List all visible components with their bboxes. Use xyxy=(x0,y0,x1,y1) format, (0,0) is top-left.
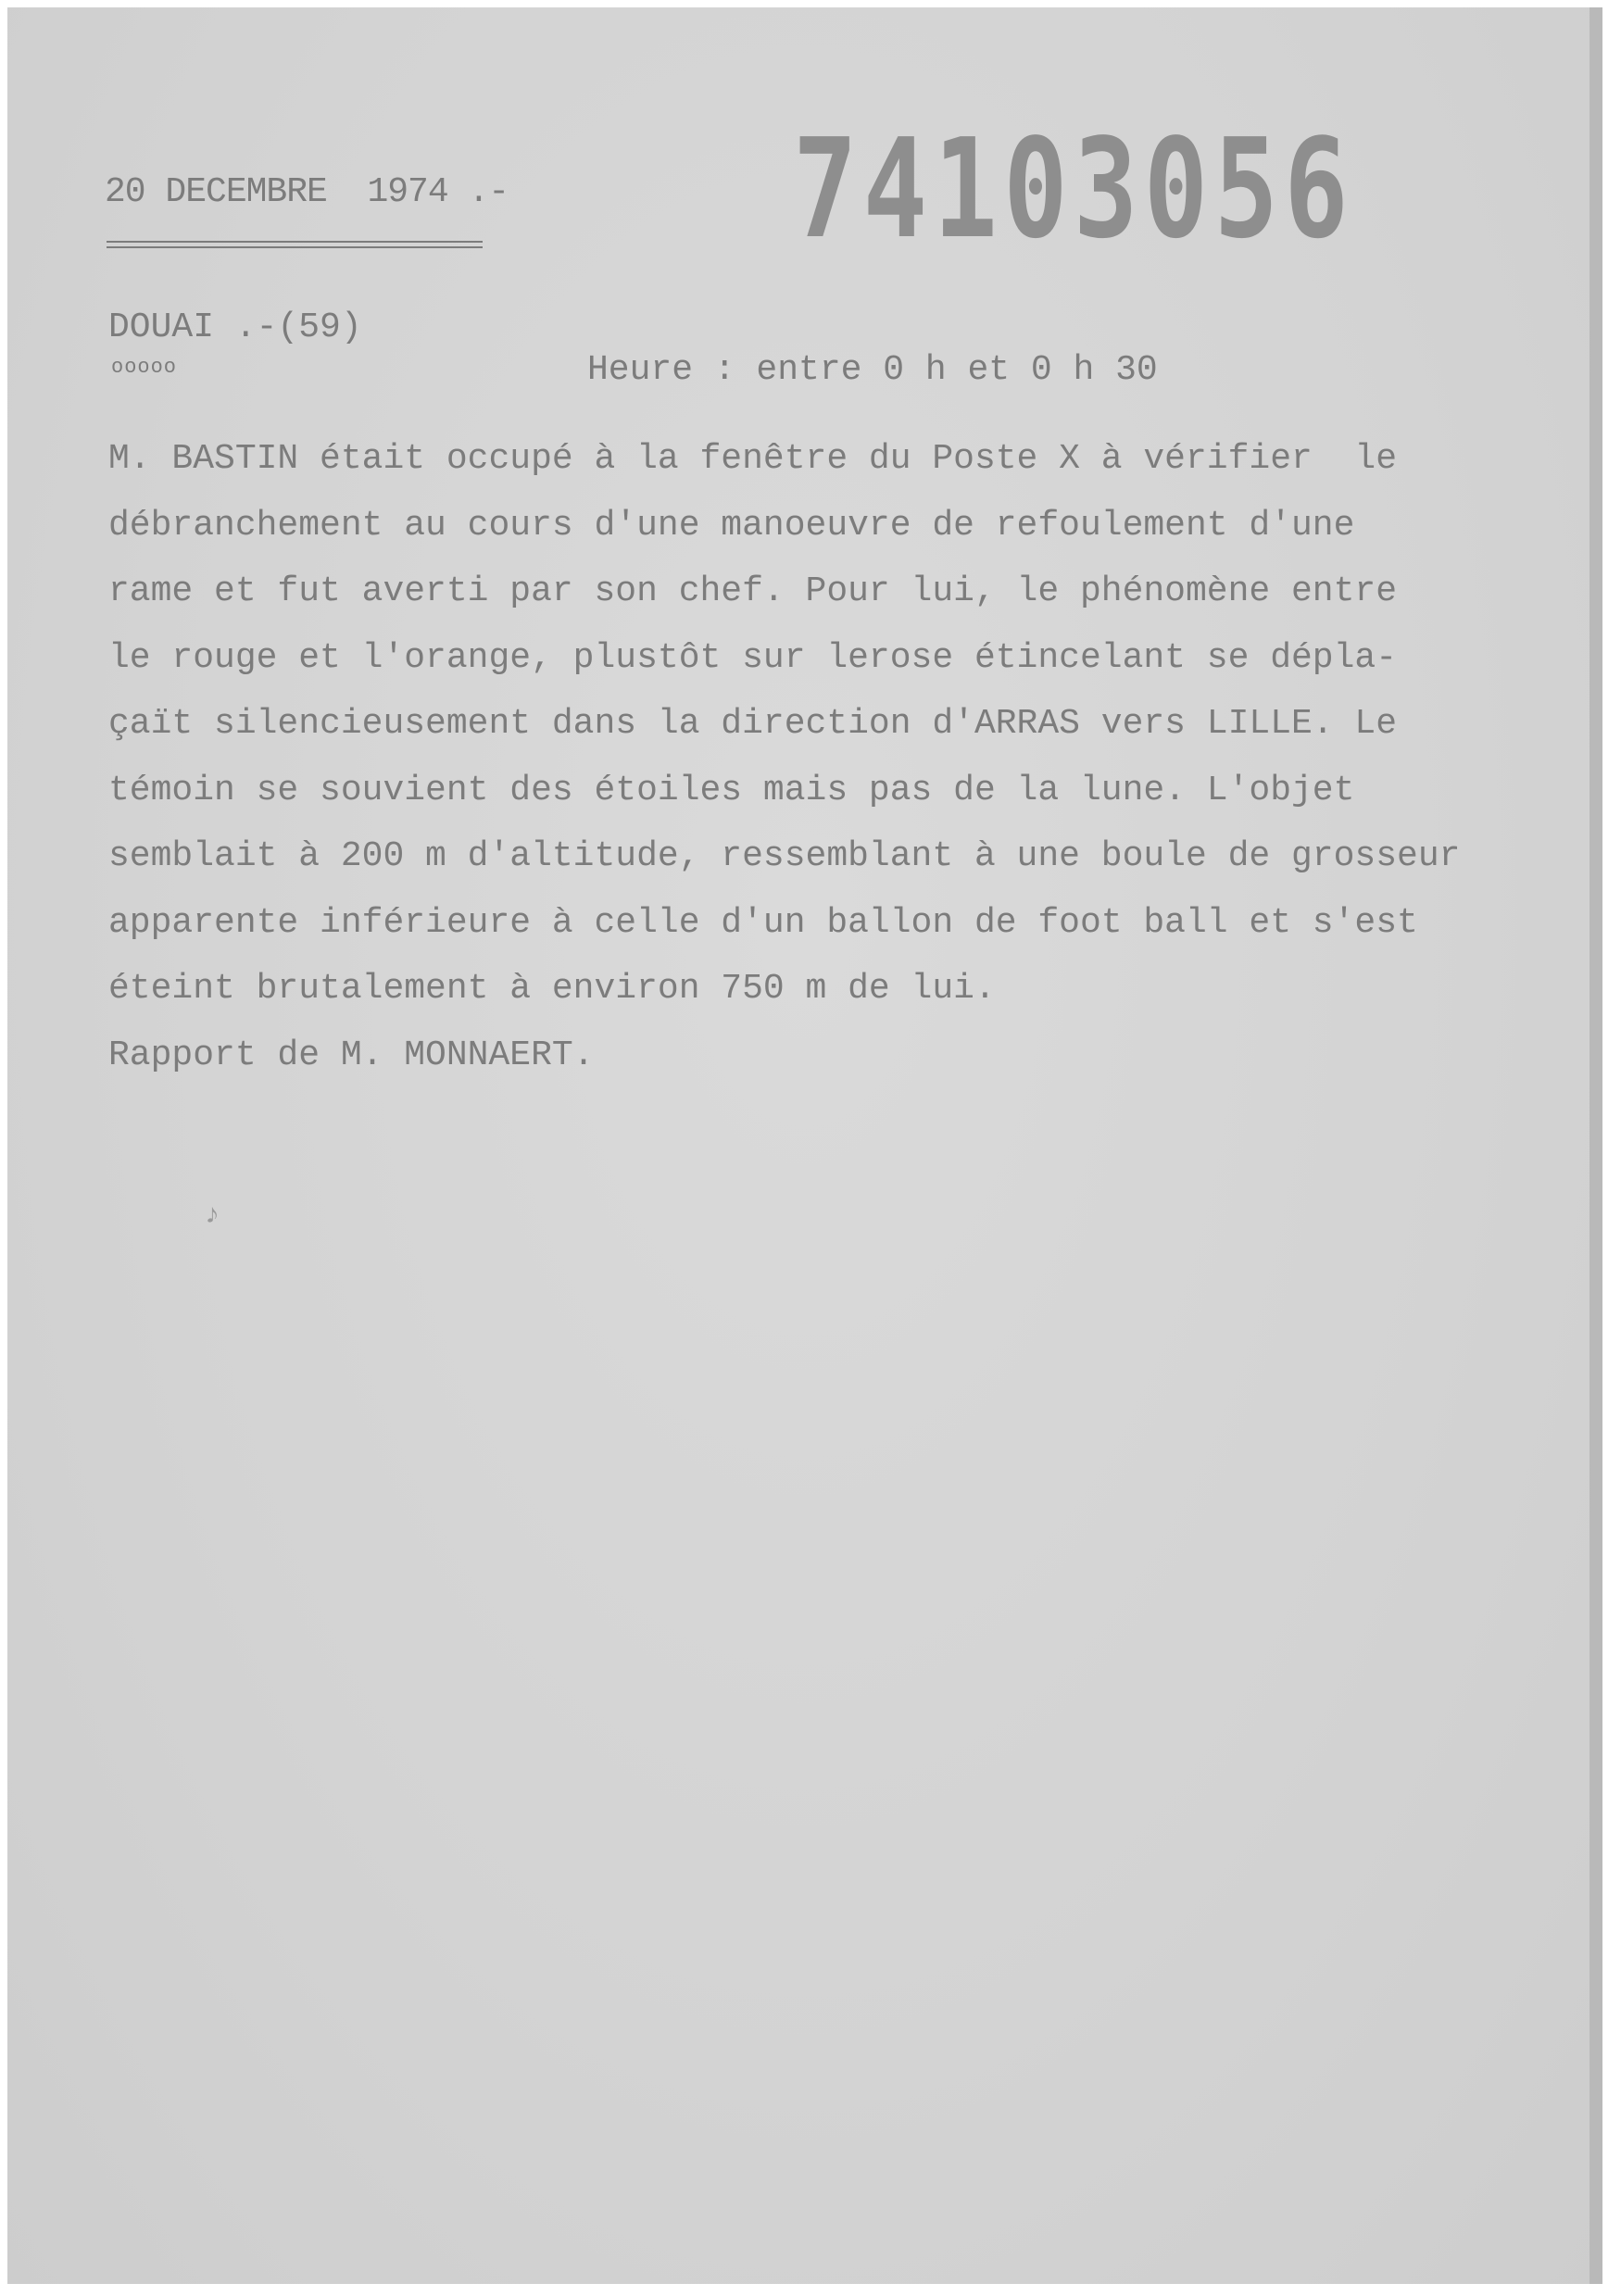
stray-ink-mark: ♪ xyxy=(204,1200,221,1232)
body-line: rame et fut averti par son chef. Pour lui, le phénomène entre xyxy=(108,571,1398,611)
body-line: M. BASTIN était occupé à la fenêtre du Poste X à vérifier le xyxy=(108,439,1398,479)
document-page xyxy=(7,7,1602,2284)
date-underline xyxy=(107,241,483,243)
reference-number-stamp: 74103056 xyxy=(793,109,1354,269)
body-line: débranchement au cours d'une manoeuvre de refoulement d'une xyxy=(108,505,1355,546)
city-decoration: ooooo xyxy=(111,356,178,379)
report-signature-line: Rapport de M. MONNAERT. xyxy=(108,1035,595,1075)
time-range: Heure : entre 0 h et 0 h 30 xyxy=(587,350,1158,390)
report-body xyxy=(108,426,1553,1088)
body-line: éteint brutalement à environ 750 m de lui. xyxy=(108,969,996,1009)
body-line: apparente inférieure à celle d'un ballon de foot ball et s'est xyxy=(108,902,1418,943)
body-line: çaït silencieusement dans la direction d'ARRAS vers LILLE. Le xyxy=(108,704,1398,744)
body-line: témoin se souvient des étoiles mais pas de la lune. L'objet xyxy=(108,770,1355,810)
document-date: 20 DECEMBRE 1974 .- xyxy=(105,172,509,212)
page-edge-shadow xyxy=(1590,7,1602,2284)
body-line: semblait à 200 m d'altitude, ressemblant à une boule de grosseur xyxy=(108,836,1461,876)
date-underline-second xyxy=(107,246,483,248)
city-heading: DOUAI .-(59) xyxy=(108,307,362,347)
body-line: le rouge et l'orange, plustôt sur lerose étincelant se dépla- xyxy=(108,637,1398,678)
